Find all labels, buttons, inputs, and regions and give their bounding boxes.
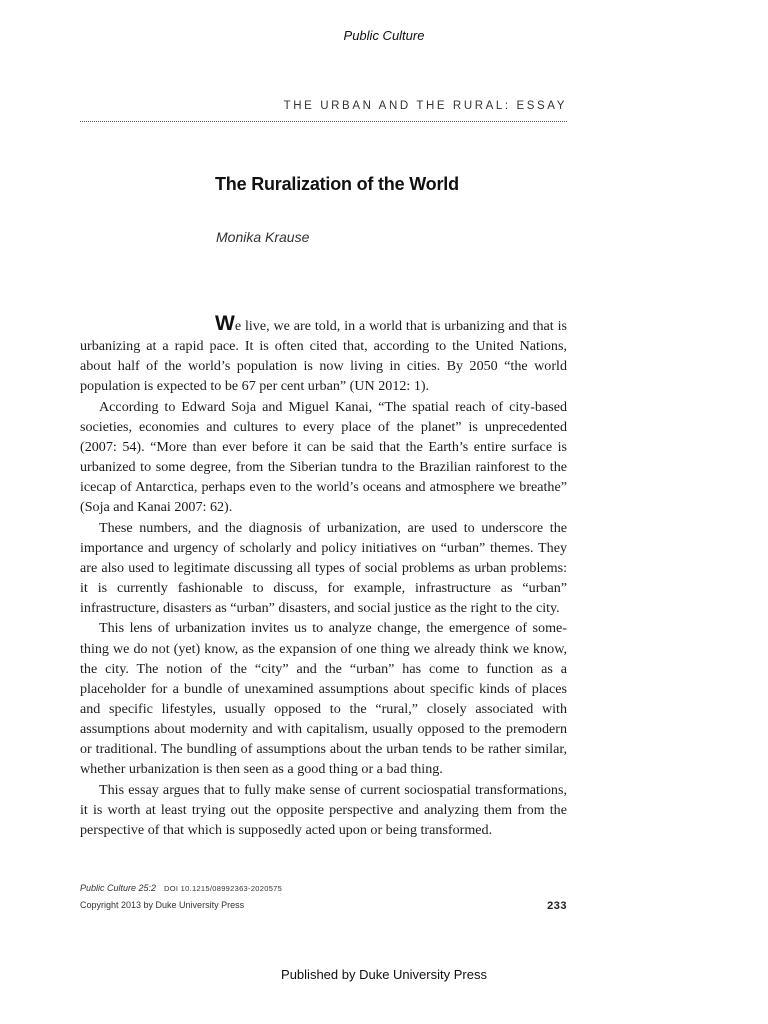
copyright-notice: Copyright 2013 by Duke University Press — [80, 900, 245, 910]
article-body — [80, 314, 567, 840]
drop-initial: W — [215, 312, 235, 335]
paragraph-2: According to Edward Soja and Miguel Kanai, “The spatial reach of city-based societies, economies and cultures to every place of the planet” is unprecedented (2007: 54). “More than ever before it can be said that the Earth’s entire surface is urbanized to some degree, from the Siberian tundra to the Brazilian rainforest to the icecap of Antarctica, perhaps even to the world’s oceans and atmosphere we breathe” (Soja and Kanai 2007: 62). — [80, 398, 567, 516]
publisher-footer: Published by Duke University Press — [281, 967, 487, 982]
author-name: Monika Krause — [216, 229, 310, 245]
doi: DOI 10.1215/08992363-2020575 — [164, 884, 283, 893]
page-number: 233 — [547, 900, 567, 912]
paragraph-1 — [80, 314, 567, 397]
paragraph-1-text: e live, we are told, in a world that is urbanizing and that is urbanizing at a rapid pace. It is often cited that, according to the United Nations, about half of the world’s population is now living in cities. By 2050 “the world population is expected to be 67 per cent urban” (UN 2012: 1). — [80, 318, 567, 395]
running-header-journal: Public Culture — [343, 28, 425, 43]
dotted-divider — [80, 121, 567, 122]
section-label: THE URBAN AND THE RURAL: ESSAY — [283, 100, 567, 112]
paragraph-5: This essay argues that to fully make sense of current sociospatial transformations, it is worth at least trying out the opposite perspective and analyzing them from the perspective of that which is supposedly acted upon or being transformed. — [80, 781, 567, 838]
article-title: The Ruralization of the World — [215, 174, 459, 194]
paragraph-4: This lens of urbanization invites us to analyze change, the emergence of something we do not (yet) know, as the expansion of one thing we already think we know, the city. The notion of the “city” and the “urban” has come to function as a placeholder for a bundle of unexamined assumptions about specific kinds of places and specific lifestyles, usually opposed to the “rural,” closely associated with assumptions about modernity and with capitalism, usually opposed to the premodern or traditional. The bundling of assumptions about the urban tends to be rather similar, whether urbanization is then seen as a good thing or a bad thing. — [80, 620, 567, 778]
journal-issue: Public Culture 25:2 — [80, 883, 157, 893]
footer-journal-info — [80, 883, 282, 893]
paragraph-3: These numbers, and the diagnosis of urbanization, are used to underscore the importance and urgency of scholarly and policy initiatives on “urban” themes. They are also used to legitimate discussing all types of social problems as urban problems: it is currently fashionable to discuss, for example, infrastructure as “urban” infrastructure, disasters as “urban” disasters, and social justice as the right to the city. — [80, 519, 567, 617]
